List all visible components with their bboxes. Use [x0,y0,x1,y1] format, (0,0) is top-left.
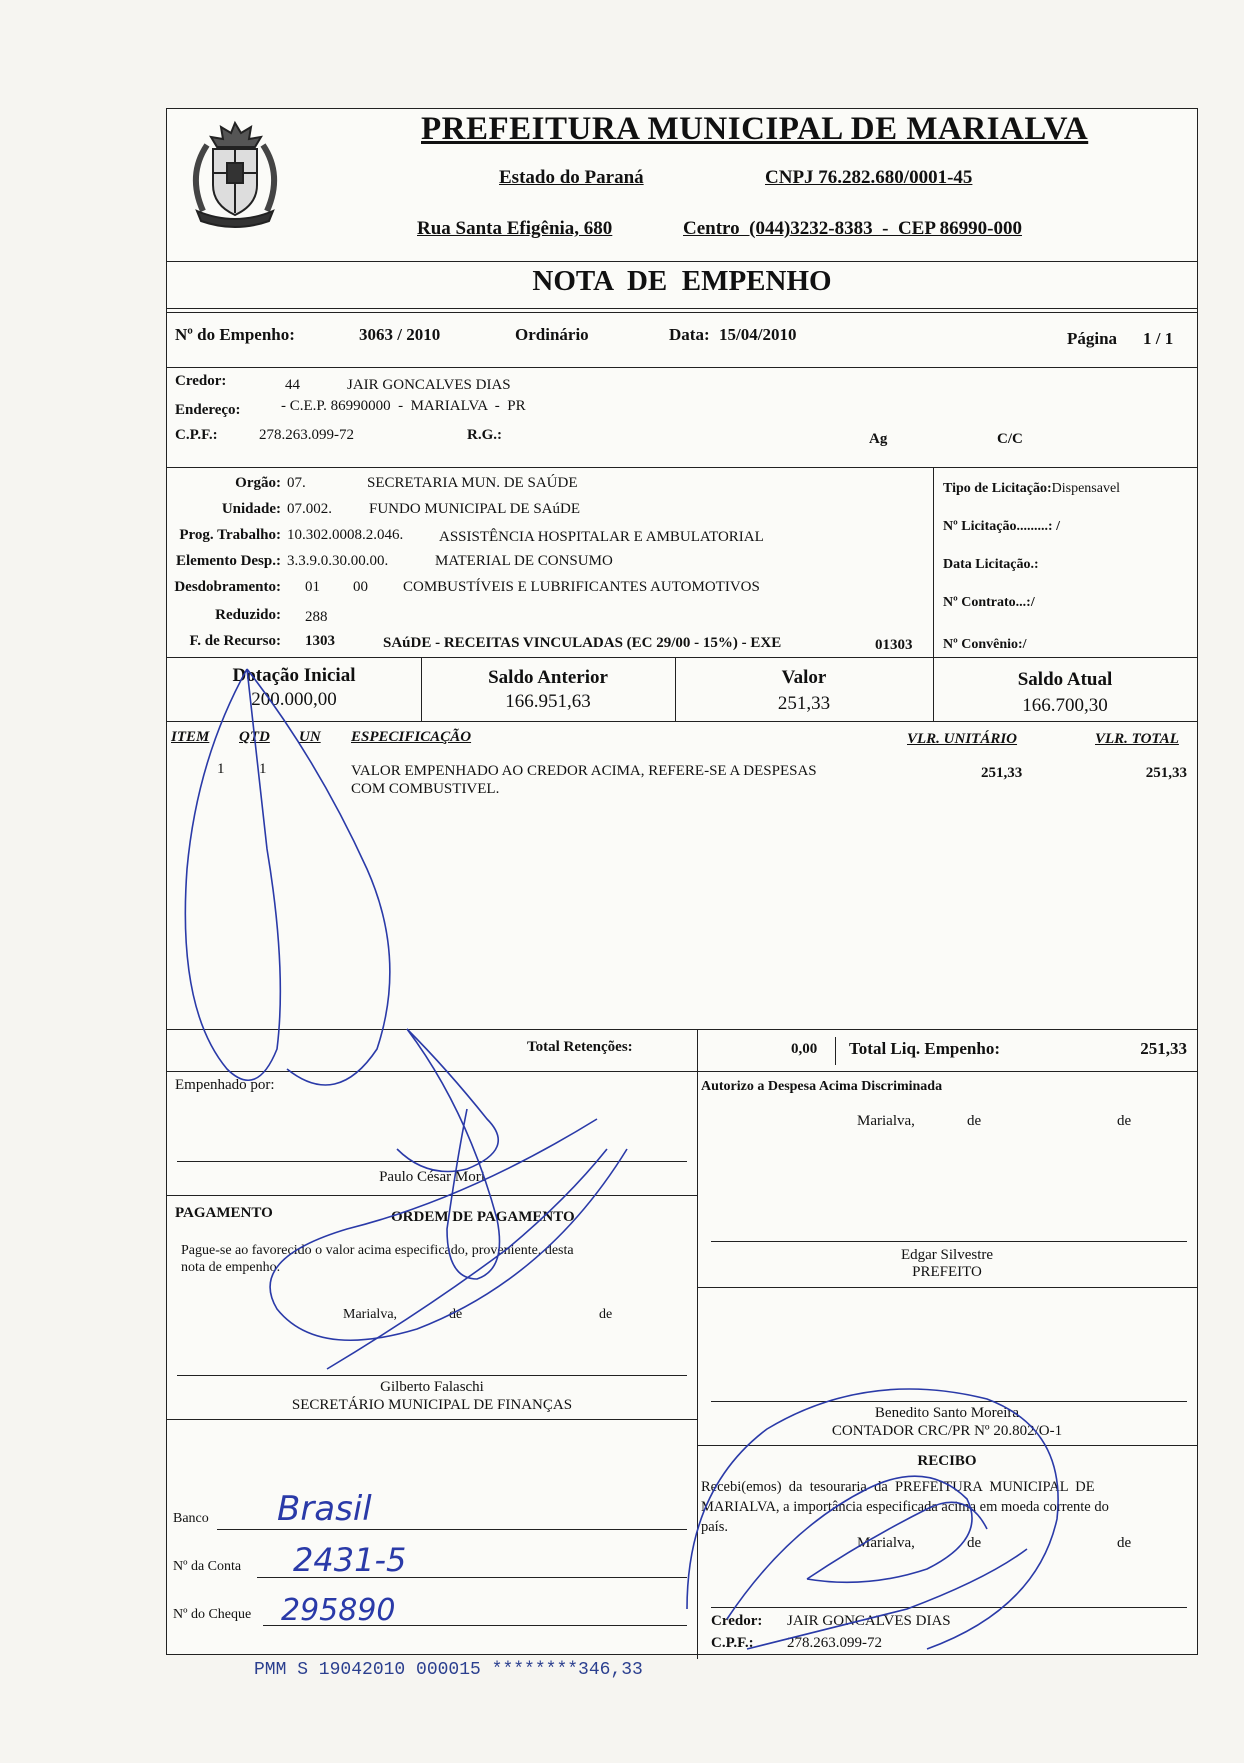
tipo-licitacao-value: Dispensavel [1051,481,1121,496]
cpf-label: C.P.F.: [175,427,218,443]
recurso-label: F. de Recurso: [189,633,281,649]
autorizo-city: Marialva, [857,1113,915,1129]
elemento-name: MATERIAL DE CONSUMO [435,553,613,569]
saldo-atual-value: 166.700,30 [1022,695,1108,716]
data-licitacao-label: Data Licitação.: [943,557,1039,572]
credor-name: JAIR GONCALVES DIAS [347,377,511,393]
banco-label: Banco [173,1511,209,1526]
row-espec-line1: VALOR EMPENHADO AO CREDOR ACIMA, REFERE-SE A DESPESAS [351,763,817,779]
credor-code: 44 [285,377,300,393]
recurso-number: 01303 [875,637,913,653]
estado-label: Estado do Paraná [499,167,644,188]
total-retencoes-label: Total Retenções: [527,1039,633,1055]
signature-ink-icon [167,109,1197,1654]
recibo-label: RECIBO [917,1453,977,1469]
pagamento-text-line2: nota de empenho. [181,1260,281,1275]
row-item: 1 [217,761,225,777]
autorizo-de1: de [967,1113,982,1129]
pagamento-text-line1: Pague-se ao favorecido o valor acima especificado, proveniente, desta [181,1243,574,1258]
recurso-code: 1303 [305,633,335,649]
empenho-number: 3063 / 2010 [359,325,441,344]
empenho-date-label: Data: [669,325,710,344]
dotacao-inicial-value: 200.000,00 [251,689,337,710]
total-liquido-label: Total Liq. Empenho: [849,1039,1000,1058]
saldo-atual-label: Saldo Atual [1017,669,1113,690]
dotacao-inicial-label: Dotação Inicial [232,665,356,686]
orgao-code: 07. [287,475,306,491]
recibo-de1: de [967,1535,982,1551]
desdobramento-name: COMBUSTÍVEIS E LUBRIFICANTES AUTOMOTIVOS [403,579,760,595]
credor-label: Credor: [175,373,227,389]
banco-value: Brasil [277,1489,372,1529]
contador-name: Benedito Santo Moreira [874,1405,1020,1421]
prefeitura-title: PREFEITURA MUNICIPAL DE MARIALVA [421,111,1089,147]
ordem-pagamento-label: ORDEM DE PAGAMENTO [391,1209,575,1225]
recibo-text-line1: Recebi(emos) da tesouraria da PREFEITURA MUNICIPAL DE [701,1479,1095,1495]
valor-label: Valor [781,667,827,688]
conta-label: Nº da Conta [173,1559,242,1574]
prefeito-name: Edgar Silvestre [900,1247,994,1263]
autorizo-de2: de [1117,1113,1132,1129]
empenho-number-label: Nº do Empenho: [175,325,295,344]
row-espec-line2: COM COMBUSTIVEL. [351,781,500,797]
prefeito-cargo: PREFEITO [912,1264,982,1280]
elemento-code: 3.3.9.0.30.00.00. [287,553,389,569]
valor-value: 251,33 [777,693,831,714]
pagamento-label: PAGAMENTO [175,1205,273,1221]
vlr-unitario-header: VLR. UNITÁRIO [907,731,1018,747]
page-label: Página [1067,329,1118,348]
empenhado-por-label: Empenhado por: [175,1077,275,1093]
pagamento-de1: de [449,1307,463,1322]
prog-trabalho-label: Prog. Trabalho: [179,527,281,543]
un-header: UN [299,729,321,745]
desdobramento-label: Desdobramento: [174,579,281,595]
reduzido-value: 288 [305,609,328,625]
cnpj-label: CNPJ 76.282.680/0001-45 [765,167,973,188]
total-liquido-value: 251,33 [1140,1039,1187,1058]
cc-label: C/C [997,431,1023,447]
cheque-value: 295890 [281,1593,396,1628]
recurso-name: SAúDE - RECEITAS VINCULADAS (EC 29/00 - 15%) - EXE [383,635,782,651]
empenho-date: 15/04/2010 [719,325,797,344]
endereco-value: - C.E.P. 86990000 - MARIALVA - PR [281,398,526,414]
item-header: ITEM [171,729,210,745]
secretario-name: Gilberto Falaschi [380,1379,484,1395]
empenhado-por-name: Paulo César Mori [379,1169,485,1185]
district-phone-cep-label: Centro (044)3232-8383 - CEP 86990-000 [683,218,1022,239]
pagamento-de2: de [599,1307,613,1322]
rg-label: R.G.: [467,427,502,443]
recibo-credor-label: Credor: [711,1613,763,1629]
numero-licitacao-label: Nº Licitação.........: / [943,519,1060,534]
empenho-type: Ordinário [515,325,589,344]
desdobramento-a: 01 [305,579,320,595]
conta-value: 2431-5 [293,1541,407,1579]
recibo-text-line2: MARIALVA, a importância especificada acima em moeda corrente do [701,1499,1109,1515]
especificacao-header: ESPECIFICAÇÃO [351,729,472,745]
unidade-label: Unidade: [221,501,281,517]
contrato-label: Nº Contrato...:/ [943,595,1035,610]
desdobramento-b: 00 [353,579,368,595]
nota-de-empenho-form [166,108,1198,1655]
contador-cargo: CONTADOR CRC/PR Nº 20.802/O-1 [831,1423,1063,1439]
elemento-label: Elemento Desp.: [176,553,281,569]
recibo-cpf-value: 278.263.099-72 [787,1635,882,1651]
convenio-label: Nº Convênio:/ [943,637,1027,652]
unidade-name: FUNDO MUNICIPAL DE SAúDE [369,501,580,517]
pagamento-city: Marialva, [343,1307,398,1322]
row-vlr-total: 251,33 [1145,765,1187,781]
autorizo-label: Autorizo a Despesa Acima Discriminada [701,1079,943,1094]
vlr-total-header: VLR. TOTAL [1095,731,1179,747]
prog-trabalho-name: ASSISTÊNCIA HOSPITALAR E AMBULATORIAL [439,529,764,545]
reduzido-label: Reduzido: [215,607,281,623]
cash-register-stamp: PMM S 19042010 000015 ********346,33 [254,1660,643,1680]
row-qtd: 1 [259,761,267,777]
row-vlr-unitario: 251,33 [981,765,1023,781]
saldo-anterior-label: Saldo Anterior [488,667,608,688]
prog-trabalho-code: 10.302.0008.2.046. [287,527,404,543]
recibo-text-line3: país. [701,1519,728,1535]
recibo-cpf-label: C.P.F.: [711,1635,754,1651]
total-retencoes-value: 0,00 [791,1041,818,1057]
endereco-label: Endereço: [175,402,241,418]
recibo-city: Marialva, [857,1535,915,1551]
recibo-credor-name: JAIR GONCALVES DIAS [787,1613,951,1629]
unidade-code: 07.002. [287,501,332,517]
document-title: NOTA DE EMPENHO [532,265,832,297]
recibo-de2: de [1117,1535,1132,1551]
cheque-label: Nº do Cheque [173,1607,252,1622]
address-label: Rua Santa Efigênia, 680 [417,218,613,239]
page-number: 1 / 1 [1143,329,1174,348]
orgao-name: SECRETARIA MUN. DE SAÚDE [367,475,578,491]
tipo-licitacao-label: Tipo de Licitação: [943,481,1052,496]
saldo-anterior-value: 166.951,63 [505,691,591,712]
orgao-label: Orgão: [235,475,281,491]
qtd-header: QTD [239,729,270,745]
secretario-cargo: SECRETÁRIO MUNICIPAL DE FINANÇAS [291,1397,573,1413]
ag-label: Ag [869,431,888,447]
cpf-value: 278.263.099-72 [259,427,354,443]
